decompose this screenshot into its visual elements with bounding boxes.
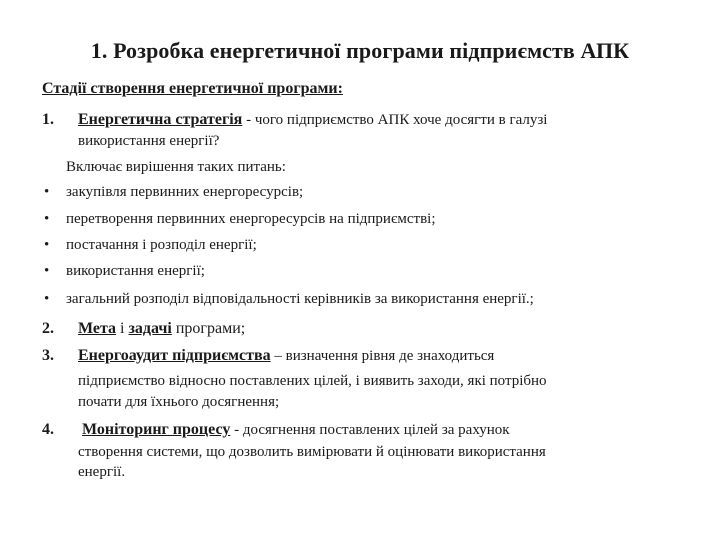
bullet-item-2: перетворення первинних енергоресурсів на підприємстві; <box>66 211 436 227</box>
item-3-number: 3. <box>42 347 54 364</box>
item-2-number: 2. <box>42 320 54 337</box>
item-1-number: 1. <box>42 111 54 128</box>
item-1-term: Енергетична стратегія <box>78 111 243 128</box>
bullet-icon: • <box>44 211 50 227</box>
bullet-icon: • <box>44 291 50 307</box>
bullet-item-1: закупівля первинних енергоресурсів; <box>66 184 304 200</box>
item-3-line3: почати для їхнього досягнення; <box>78 394 280 410</box>
item-2-term-a: Мета <box>78 320 117 337</box>
item-3-line2: підприємство відносно поставлених цілей, і виявить заходи, які потрібно <box>78 373 547 389</box>
item-2-line <box>78 320 245 338</box>
item-3-term: Енергоаудит підприємства <box>78 347 271 364</box>
item-4-line2: створення системи, що дозволить вимірювати й оцінювати використання <box>78 444 546 460</box>
item-4-number: 4. <box>42 421 54 438</box>
bullet-icon: • <box>44 184 50 200</box>
item-4-line3: енергії. <box>78 464 126 480</box>
item-2-text: програми; <box>171 320 246 337</box>
item-3-line1 <box>78 347 494 365</box>
item-1-line2: використання енергії? <box>78 133 220 149</box>
item-1-line1 <box>78 111 547 129</box>
item-1-intro: Включає вирішення таких питань: <box>66 159 286 175</box>
bullet-item-5: загальний розподіл відповідальності керівників за використання енергії.; <box>66 291 534 307</box>
slide-title: 1. Розробка енергетичної програми підприємств АПК <box>90 38 630 63</box>
subtitle: Стадії створення енергетичної програми: <box>42 80 343 97</box>
bullet-item-4: використання енергії; <box>66 263 205 279</box>
item-3-text: – визначення рівня де знаходиться <box>270 348 495 364</box>
item-4-term: Моніторинг процесу <box>82 421 231 438</box>
item-4-line1 <box>82 421 510 439</box>
item-2-conj: і <box>116 320 129 337</box>
bullet-icon: • <box>44 263 50 279</box>
bullet-icon: • <box>44 237 50 253</box>
item-2-term-b: задачі <box>128 320 172 337</box>
bullet-item-3: постачання і розподіл енергії; <box>66 237 257 253</box>
item-4-text: - досягнення поставлених цілей за рахунок <box>230 422 510 438</box>
item-1-text: - чого підприємство АПК хоче досягти в галузі <box>242 112 548 128</box>
